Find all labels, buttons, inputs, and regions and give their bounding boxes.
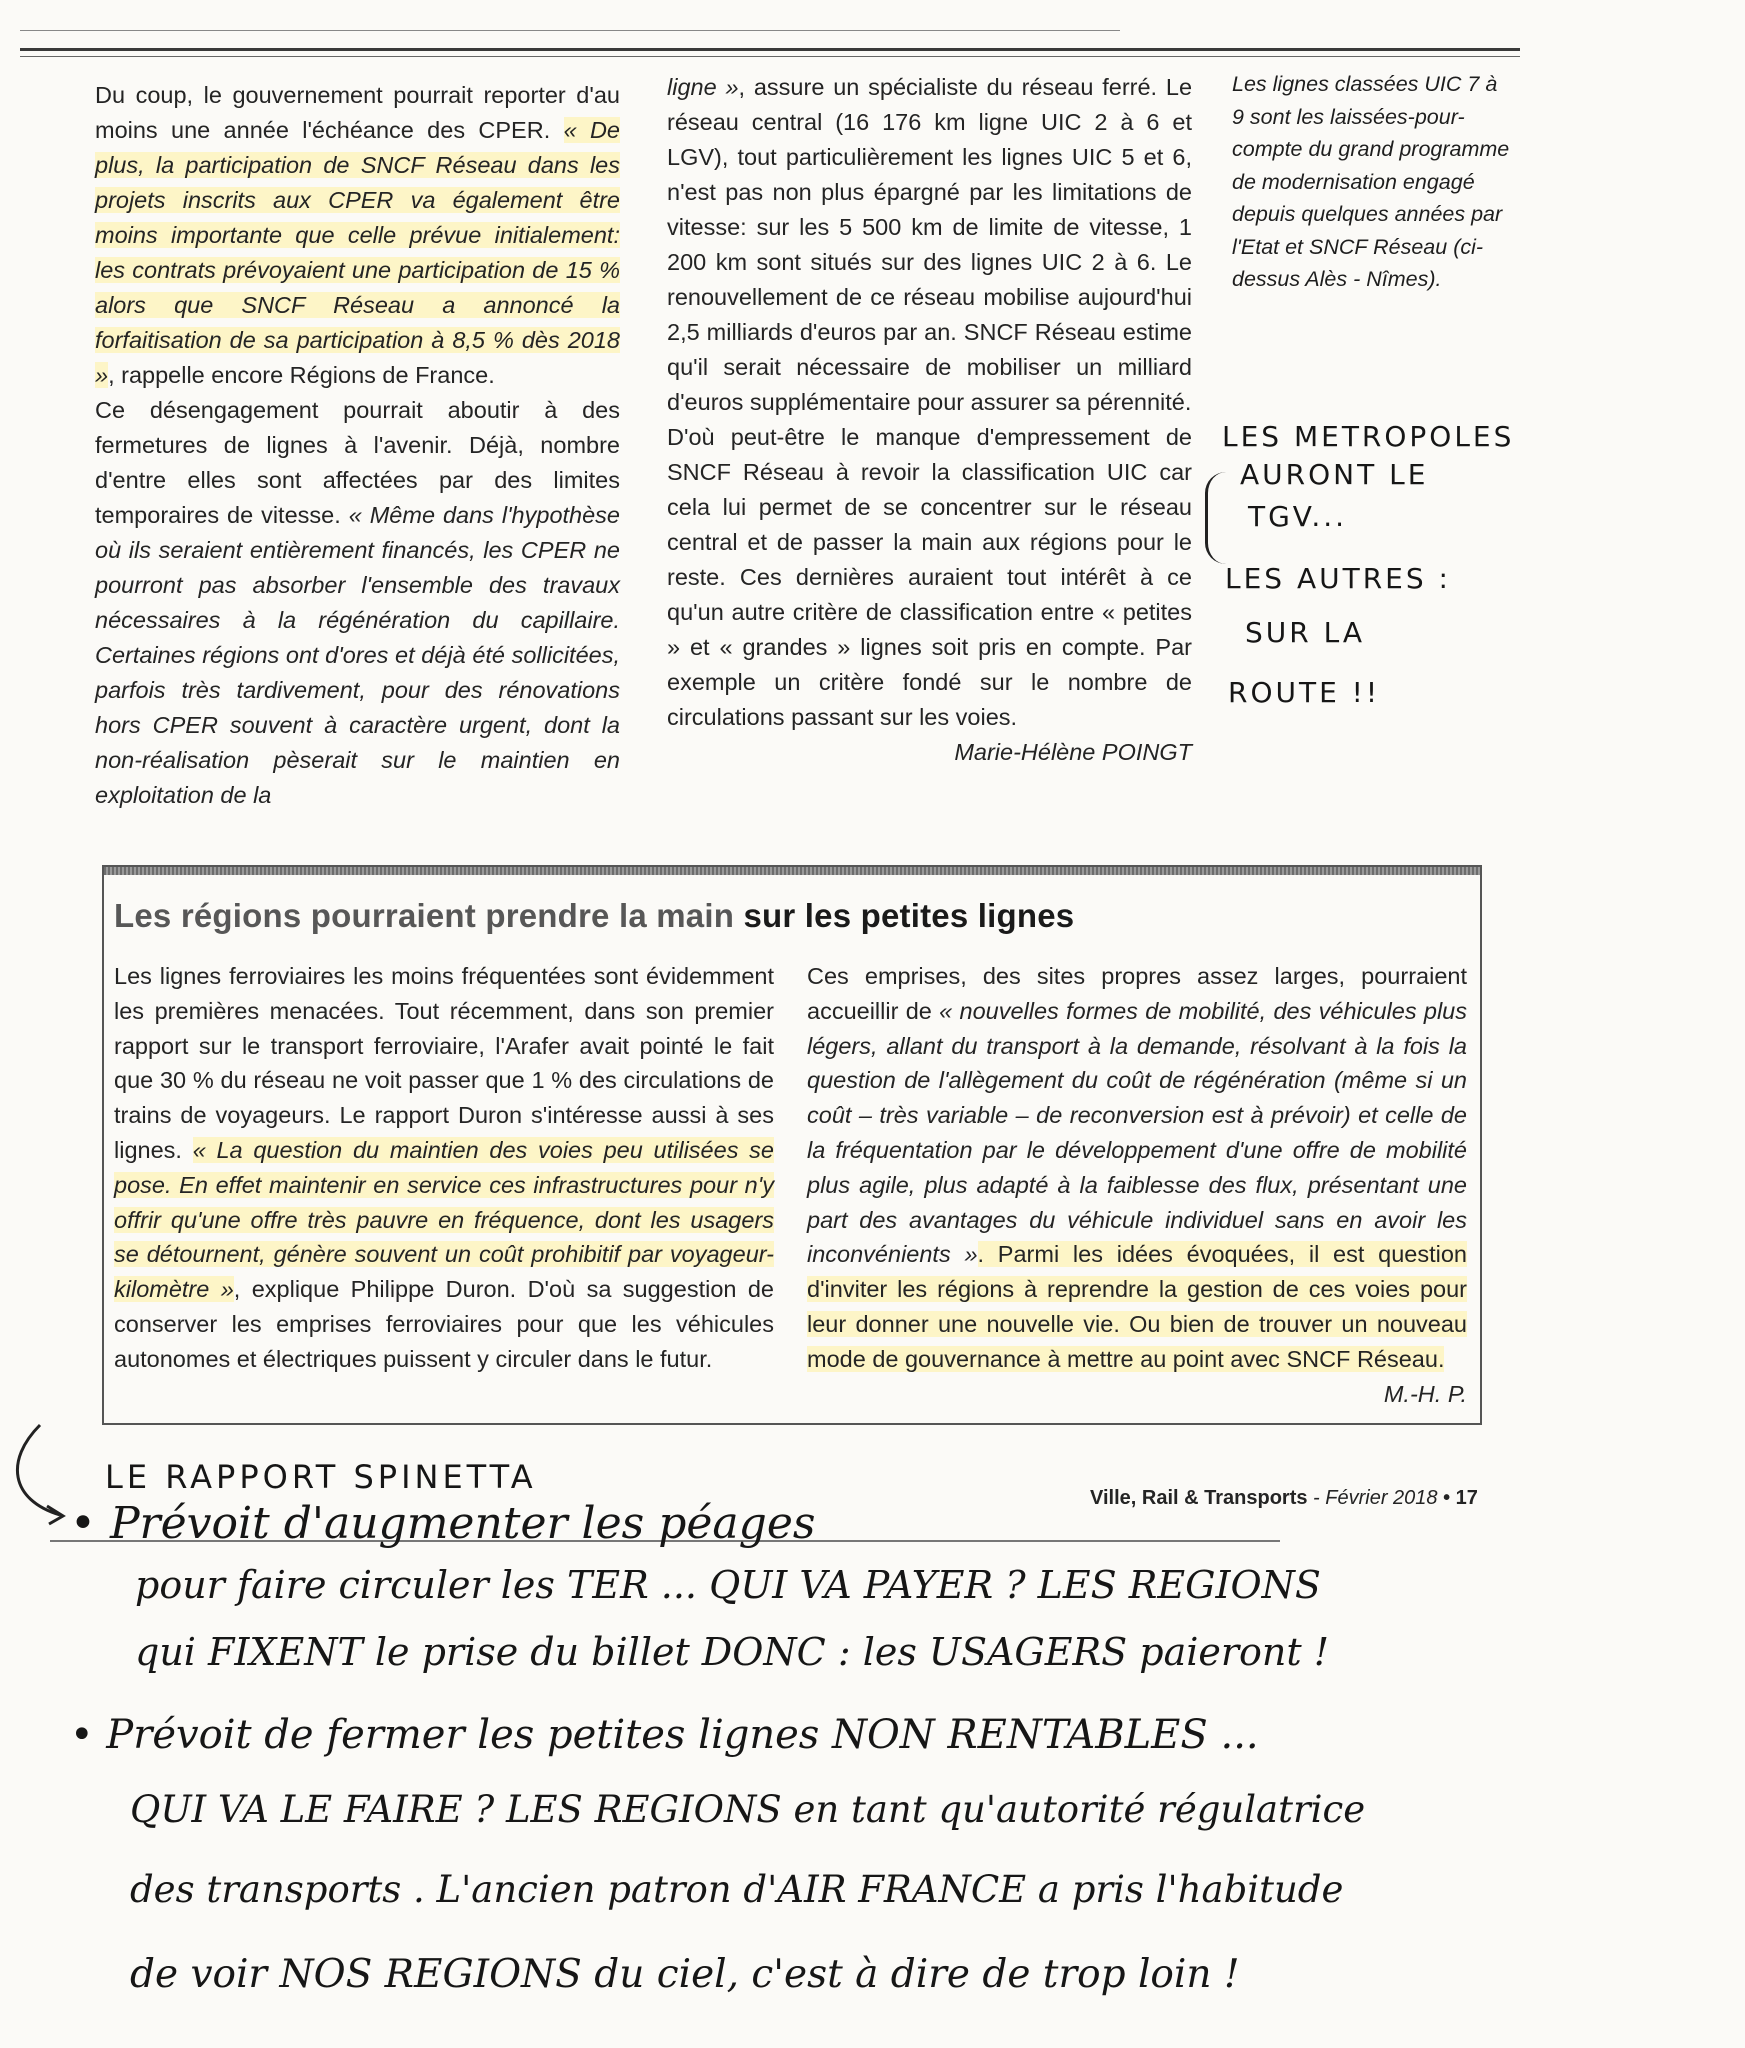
quote: « Même dans l'hypothèse où ils seraient entièrement financés, les CPER ne pourront pas absorber l'ensemble des travaux nécessaires à la régénération du capillaire. Certaines régions ont d'ores et déjà été sollicitées, parfois très tardivement, pour des rénovations hors CPER souvent à caractère urgent, dont la non-réalisation pèserait sur le maintien en exploitation de la xyxy=(95,502,621,808)
margin-note-line: SUR LA xyxy=(1245,616,1366,649)
handwritten-line: QUI VA LE FAIRE ? LES REGIONS en tant qu'autorité régulatrice xyxy=(130,1788,1366,1831)
handwritten-line: de voir NOS REGIONS du ciel, c'est à dire de trop loin ! xyxy=(130,1952,1240,1997)
box-top-rule xyxy=(104,867,1480,875)
header-rule-top xyxy=(20,30,1120,31)
margin-note-line: LES AUTRES : xyxy=(1225,562,1451,595)
author-signature: Marie-Hélène POINGT xyxy=(954,739,1192,765)
handwritten-line: • Prévoit d'augmenter les péages xyxy=(70,1498,816,1549)
handwritten-heading: LE RAPPORT SPINETTA xyxy=(105,1458,537,1496)
article-column-1 xyxy=(95,78,620,813)
margin-note-line: LES METROPOLES xyxy=(1222,420,1515,453)
box-title: Les régions pourraient prendre la main sur les petites lignes xyxy=(114,897,1075,934)
box-column-right: Ces emprises, des sites propres assez larges, pourraient accueillir de « nouvelles formes de mobilité, des véhicules plus légers, allant du transport à la demande, résolvant à la fois la question de l'allègement du coût de régénération (même si un coût – très variable – de reconversion est à prévoir) et celle de la fréquentation par le développement d'une offre de mobilité plus agile, plus adapté à la faiblesse des flux, présentant une part des avantages du véhicule individuel sans en avoir les inconvénients ». Parmi les idées évoquées, il est question d'inviter les régions à reprendre la gestion de ces voies pour leur donner une nouvelle vie. Ou bien de trouver un nouveau mode de gouvernance à mettre au point avec SNCF Réseau. M.-H. P. xyxy=(807,959,1467,1411)
photo-caption: Les lignes classées UIC 7 à 9 sont les laissées-pour-compte du grand programme de modernisation engagé depuis quelques années par l'Etat et SNCF Réseau (ci-dessus Alès - Nîmes). xyxy=(1232,72,1510,291)
margin-note-line: AURONT LE xyxy=(1240,458,1429,491)
quote: « De plus, la participation de SNCF Réseau dans les projets inscrits aux CPER va également être moins importante que celle prévue initialement: les contrats prévoyaient une participation de 15 % alors que SNCF Réseau a annoncé la forfaitisation de sa participation à 8,5 % dès 2018 » xyxy=(95,117,621,388)
handwritten-line: • Prévoit de fermer les petites lignes NON RENTABLES ... xyxy=(70,1712,1259,1758)
handwritten-line: pour faire circuler les TER ... QUI VA PAYER ? LES REGIONS xyxy=(135,1563,1321,1607)
paragraph: ligne », assure un spécialiste du réseau ferré. Le réseau central (16 176 km ligne UIC 2 à 6 et LGV), tout particulièrement les lignes UIC 5 et 6, n'est pas non plus épargné par les limitations de vitesse: sur les 5 500 km de limite de vitesse, 1 200 km sont situés sur des lignes UIC 2 à 6. Le renouvellement de ce réseau mobilise aujourd'hui 2,5 milliards d'euros par an. SNCF Réseau estime qu'il serait nécessaire de mobiliser un milliard d'euros supplémentaire pour assurer sa pérennité. xyxy=(667,74,1193,415)
publication-name: Ville, Rail & Transports xyxy=(1090,1487,1308,1509)
quote: « nouvelles formes de mobilité, des véhicules plus légers, allant du transport à la demande, résolvant à la fois la question de l'allègement du coût de régénération (même si un coût – très variable – de reconversion est à prévoir) et celle de la fréquentation par le développement d'une offre de mobilité plus agile, plus adapté à la faiblesse des flux, présentant une part des avantages du véhicule individuel sans en avoir les inconvénients » xyxy=(807,997,1467,1268)
header-rule xyxy=(20,48,1520,51)
handwritten-line: des transports . L'ancien patron d'AIR FRANCE a pris l'habitude xyxy=(130,1868,1344,1911)
margin-note-line: ROUTE !! xyxy=(1228,676,1381,709)
margin-bracket xyxy=(1205,472,1226,564)
sidebar-article-box xyxy=(102,865,1482,1425)
paragraph: Ce désengagement pourrait aboutir à des fermetures de lignes à l'avenir. Déjà, nombre d'entre elles sont affectées par des limites temporaires de vitesse. « Même dans l'hypothèse où ils seraient entièrement financés, les CPER ne pourront pas absorber l'ensemble des travaux nécessaires à la régénération du capillaire. Certaines régions ont d'ores et déjà été sollicitées, parfois très tardivement, pour des rénovations hors CPER souvent à caractère urgent, dont la non-réalisation pèserait sur le maintien en exploitation de la xyxy=(95,397,621,808)
paragraph: Du coup, le gouvernement pourrait reporter d'au moins une année l'échéance des CPER. « De plus, la participation de SNCF Réseau dans les projets inscrits aux CPER va également être moins importante que celle prévue initialement: les contrats prévoyaient une participation de 15 % alors que SNCF Réseau a annoncé la forfaitisation de sa participation à 8,5 % dès 2018 », rappelle encore Régions de France. xyxy=(95,82,621,388)
quote: « La question du maintien des voies peu utilisées se pose. En effet maintenir en service ces infrastructures pour n'y offrir qu'une offre très pauvre en fréquence, dont les usagers se détournent, génère souvent un coût prohibitif par voyageur-kilomètre » xyxy=(114,1136,775,1303)
margin-note-line: TGV... xyxy=(1248,500,1348,533)
box-column-left: Les lignes ferroviaires les moins fréquentées sont évidemment les premières menacées. Tout récemment, dans son premier rapport sur le transport ferroviaire, l'Arafer avait pointé le fait que 30 % du réseau ne voit passer que 1 % des circulations de trains de voyageurs. Le rapport Duron s'intéresse aussi à ses lignes. « La question du maintien des voies peu utilisées se pose. En effet maintenir en service ces infrastructures pour n'y offrir qu'une offre très pauvre en fréquence, dont les usagers se détournent, génère souvent un coût prohibitif par voyageur-kilomètre », explique Philippe Duron. D'où sa suggestion de conserver les emprises ferroviaires pour que les véhicules autonomes et électriques puissent y circuler dans le futur. xyxy=(114,963,775,1372)
page-number: • 17 xyxy=(1443,1487,1478,1509)
handwritten-line: qui FIXENT le prise du billet DONC : les USAGERS paieront ! xyxy=(135,1630,1330,1674)
paragraph: D'où peut-être le manque d'empressement de SNCF Réseau à revoir la classification UIC car cela lui permet de se concentrer sur le réseau central et de passer la main aux régions pour le reste. Ces dernières auraient tout intérêt à ce qu'un autre critère de classification entre « petites » et « grandes » lignes soit pris en compte. Par exemple un critère fondé sur le nombre de circulations passant sur les voies. xyxy=(667,424,1192,730)
article-column-2 xyxy=(667,70,1192,770)
page-footer xyxy=(1090,1487,1478,1510)
box-signature: M.-H. P. xyxy=(1383,1380,1467,1407)
quote: ligne » xyxy=(667,74,739,100)
issue-date: - Février 2018 xyxy=(1307,1487,1444,1509)
header-rule-thin xyxy=(20,56,1520,57)
